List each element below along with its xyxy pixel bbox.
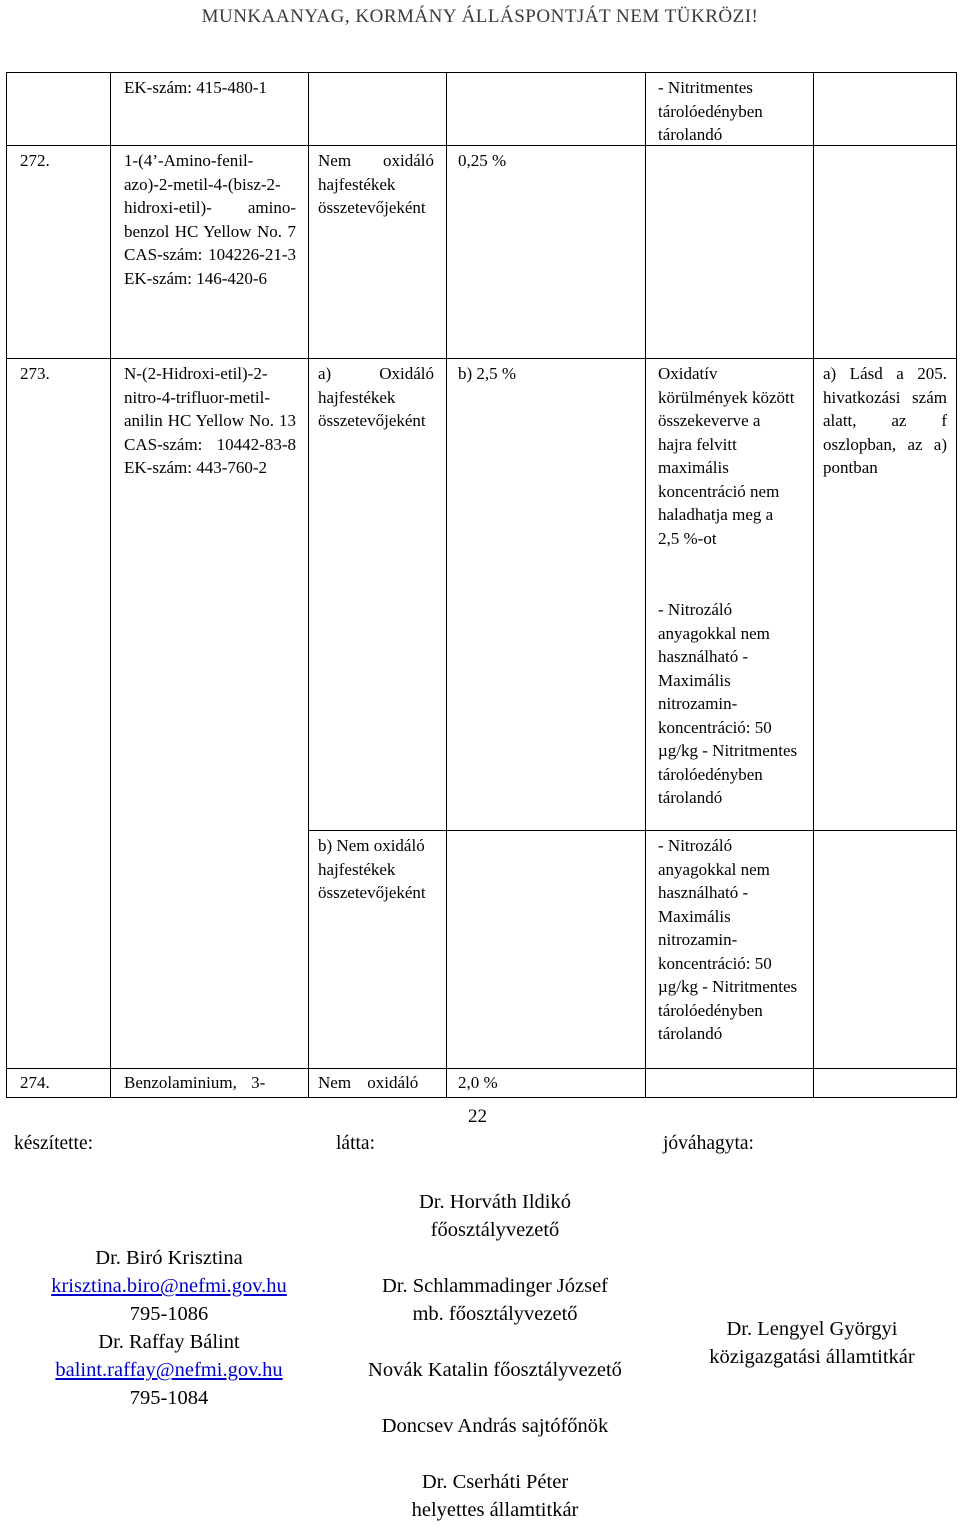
author-email-link[interactable]: balint.raffay@nefmi.gov.hu: [55, 1359, 283, 1381]
table-line: [6, 145, 957, 146]
approved-label: jóváhagyta:: [663, 1133, 754, 1154]
concentration-cell: 0,25 %: [458, 151, 507, 170]
approved-block: [670, 1315, 954, 1371]
limits-cell: - Nitritmentes tárolóedényben tárolandó: [658, 78, 763, 144]
table-line: [6, 1068, 957, 1069]
condition-cell: Nem oxidáló hajfestékek összetevőjeként: [318, 151, 434, 217]
substance-name-cell: Benzolaminium, 3-: [124, 1073, 266, 1092]
page-number: 22: [468, 1106, 487, 1127]
condition-cell: a) Oxidáló hajfestékek összetevőjeként: [318, 364, 434, 430]
table-line: [6, 72, 957, 73]
author-email-link[interactable]: krisztina.biro@nefmi.gov.hu: [51, 1275, 287, 1297]
reviewer-name: Dr. Cserháti Péter: [421, 1471, 569, 1493]
prepared-block: [10, 1244, 328, 1412]
author-name: Dr. Biró Krisztina: [95, 1247, 243, 1269]
row-number: 273.: [20, 364, 50, 383]
limits-cell: - Nitrozáló anyagokkal nem használható - Maximális nitrozamin-koncentráció: 50 µg/kg - Nitritmentes tárolóedényben tárolandó: [658, 600, 798, 807]
table-line: [308, 72, 309, 1098]
reviewer-name: Dr. Horváth Ildikó: [418, 1191, 572, 1213]
reviewer-title: főosztályvezető: [430, 1219, 560, 1241]
substance-name-cell: N-(2-Hidroxi-etil)-2-nitro-4-trifluor-metil-anilin HC Yellow No. 13 CAS-szám: 10442-83-8 EK-szám: 443-760-2: [124, 364, 296, 477]
table-line: [956, 72, 957, 1098]
condition-cell: Nem oxidáló: [318, 1073, 419, 1092]
table-line: [6, 72, 7, 1098]
author-phone: 795-1084: [129, 1387, 209, 1409]
reviewer-name: Dr. Schlammadinger József: [381, 1275, 608, 1297]
substance-name-cell: 1-(4’-Amino-fenil-azo)-2-metil-4-(bisz-2-hidroxi-etil)- amino-benzol HC Yellow No. 7 CAS-szám: 104226-21-3 EK-szám: 146-420-6: [124, 151, 296, 288]
concentration-cell: b) 2,5 %: [458, 364, 517, 383]
table-line: [110, 72, 111, 1098]
approver-name: Dr. Lengyel Györgyi: [726, 1318, 898, 1340]
concentration-cell: 2,0 %: [458, 1073, 498, 1092]
row-number: 274.: [20, 1073, 50, 1092]
reviewer-title: helyettes államtitkár: [411, 1499, 579, 1521]
table-line: [6, 358, 957, 359]
approver-title: közigazgatási államtitkár: [709, 1346, 915, 1368]
warning-cell: a) Lásd a 205. hivatkozási szám alatt, az f oszlopban, az a) pontban: [823, 364, 947, 477]
table-line: [813, 72, 814, 1098]
table-line: [645, 72, 646, 1098]
substance-name-cell: EK-szám: 415-480-1: [124, 78, 268, 97]
condition-cell: b) Nem oxidáló hajfestékek összetevőjeként: [318, 836, 426, 902]
table-line: [446, 72, 447, 1098]
reviewer-name-title: Novák Katalin főosztályvezető: [368, 1359, 622, 1381]
limits-cell: - Nitrozáló anyagokkal nem használható - Maximális nitrozamin-koncentráció: 50 µg/kg - Nitritmentes tárolóedényben tárolandó: [658, 836, 798, 1043]
author-phone: 795-1086: [129, 1303, 209, 1325]
reviewer-name-title: Doncsev András sajtófőnök: [381, 1415, 609, 1437]
draft-header: MUNKAANYAG, KORMÁNY ÁLLÁSPONTJÁT NEM TÜKRÖZI!: [201, 6, 759, 27]
reviewer-title: mb. főosztályvezető: [412, 1303, 578, 1325]
seen-block: [330, 1188, 660, 1524]
limits-cell: Oxidatív körülmények között összekeverve a hajra felvitt maximális koncentráció nem haladhatja meg a 2,5 %-ot: [658, 364, 795, 548]
row-number: 272.: [20, 151, 50, 170]
prepared-label: készítette:: [14, 1133, 94, 1154]
author-name: Dr. Raffay Bálint: [98, 1331, 240, 1353]
table-line: [6, 1097, 957, 1098]
seen-label: látta:: [336, 1133, 375, 1154]
table-line: [308, 830, 957, 831]
